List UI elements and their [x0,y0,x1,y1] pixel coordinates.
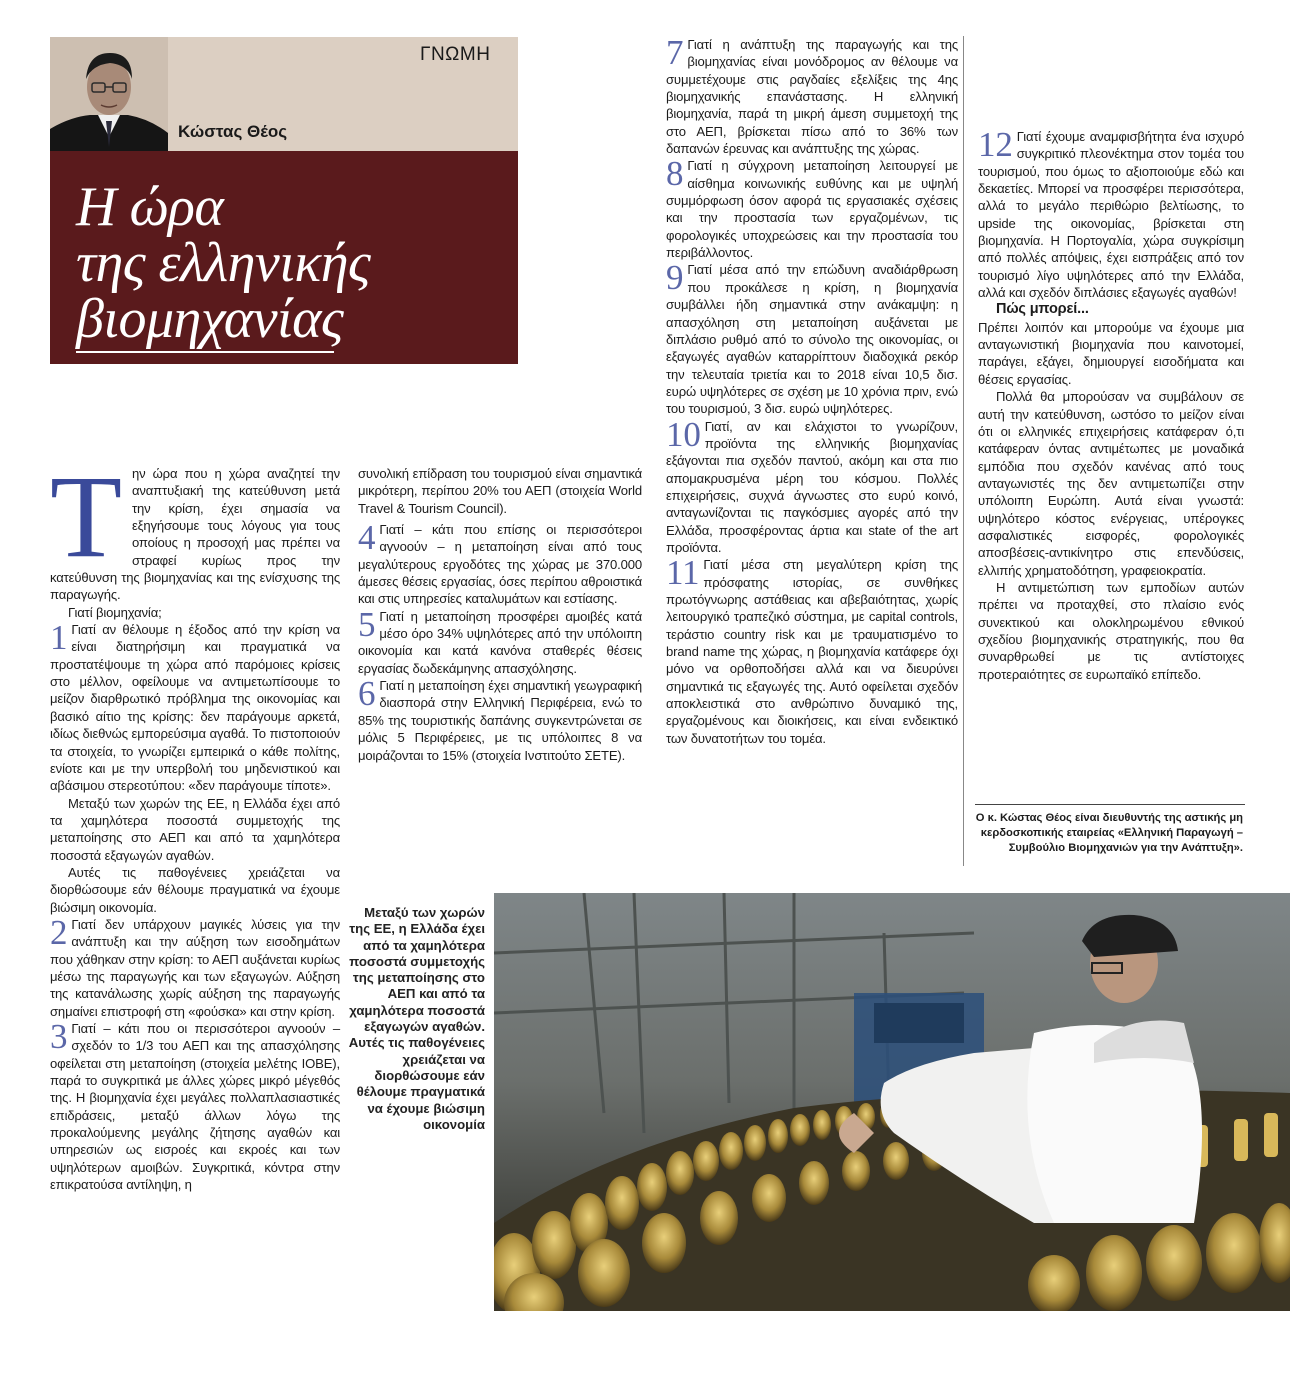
point-9: 9 Γιατί μέσα από την επώδυνη αναδιάρθρωση που προκάλεσε η κρίση, η βιομηχανία συμβάλλει ήδη σημαντικά στην ανάκαμψη: η απασχόληση στη μεταποίηση αυξάνεται με διπλάσιο ρυθμό από το σύνολο της οικονομίας, οι εξαγωγές αγαθών καταρρίπτουν διαδοχικά ρεκόρ την τελευταία τριετία και το 2018 είναι 10,5 δισ. ευρώ υψηλότερες σε σχέση με 10 χρόνια πριν, ενώ του τουρισμού, 3 δισ. ευρώ υψηλότερες. [666,258,958,417]
point-number-2: 2 [50,912,68,952]
point-number-5: 5 [358,604,376,644]
headline-line-3: βιομηχανίας [76,288,344,350]
bio-divider [975,804,1245,805]
author-bio: Ο κ. Κώστας Θέος είναι διευθυντής της αστικής μη κερδοσκοπικής εταιρείας «Ελληνική Παραγωγή – Συμβούλιο Βιομηχανιών για την Ανάπτυξη». [975,812,1243,854]
point-11: 11 Γιατί μέσα στη μεγαλύτερη κρίση της πρόσφατης ιστορίας, σε συνθήκες πρωτόγνωρης αστάθειας και αβεβαιότητας, χωρίς λειτουργικό τραπεζικό σύστημα, με capital controls, τεράστιο country risk και με τραυματισμένο το brand name της χώρας, η βιομηχανία κατάφερε όχι μόνο να ορθοποδήσει αλλά και να διευρύνει σημαντικά τις εξαγωγές της. Αυτό οφείλεται σχεδόν αποκλειστικά στο ανθρώπινο δυναμικό της, εργαζομένους και διοικήσεις, και είναι ενδεικτικό των δυνατοτήτων του τομέα. [666,553,958,746]
headline-box [50,151,518,364]
section-label: ΓΝΩΜΗ [420,44,491,65]
point-number-8: 8 [666,154,684,194]
point-number-9: 9 [666,258,684,298]
drop-cap: Τ [50,451,122,582]
point-number-11: 11 [666,553,700,593]
factory-photo-art [494,893,1290,1311]
paragraph-1c: Αυτές τις παθογένειες χρειάζεται να διορθώσουμε εάν θέλουμε πραγματικά να έχουμε βιώσιμη οικονομία. [50,864,340,915]
point-number-3: 3 [50,1017,68,1056]
point-6: 6 Γιατί η μεταποίηση έχει σημαντική γεωγραφική διασπορά στην Ελληνική Περιφέρεια, ενώ το 85% της τουριστικής δαπάνης συγκεντρώνεται σε μόλις 5 Περιφέρειες, με τις υπόλοιπες 8 να μοιράζονται το 15% (στοιχεία Ινστιτούτο ΣΕΤΕ). [358,674,642,763]
column-2 [358,465,642,764]
column-1 [50,451,340,1193]
point-number-12: 12 [978,125,1013,164]
point-number-4: 4 [358,518,376,558]
point-3-continued: συνολική επίδραση του τουρισμού είναι σημαντικά μικρότερη, περίπου 20% του ΑΕΠ (στοιχεία World Travel & Tourism Council). [358,466,642,516]
intro-paragraph: ην ώρα που η χώρα αναζητεί την αναπτυξιακή της κατεύθυνση μετά την κρίση, έχει σημασία να εξηγήσουμε τους λόγους για τους οποίους η προσοχή μας πρέπει να στραφεί κυρίως προς την κατεύθυνση της βιομηχανίας και της ενίσχυσης της παραγωγής. [50,466,340,603]
column-4 [978,125,1244,683]
column-divider [963,36,964,866]
point-number-7: 7 [666,33,684,72]
subhead: Πώς μπορεί... [996,301,1089,318]
point-5: 5 Γιατί η μεταποίηση προσφέρει αμοιβές κατά μέσο όρο 34% υψηλότερες από την υπόλοιπη οικονομία και κατά κανόνα σταθερές θέσεις εργασίας δωδεκάμηνης απασχόλησης. [358,604,642,676]
closing-paragraph-2: Πολλά θα μπορούσαν να συμβάλουν σε αυτή την κατεύθυνση, ωστόσο το μείζον είναι ότι οι ελληνικές επιχειρήσεις κατάφεραν ό,τι κατάφεραν όντας αντιμέτωπες με μοναδικά εμπόδια που σχεδόν κανένας από τους ανταγωνιστές της δεν αντιμετωπίζει στην υπόλοιπη Ευρώπη. Αυτά είναι γνωστά: υψηλότερο κόστος ενέργειας, υπέρογκες ασφαλιστικές εισφορές, φορολογικές αποσβέσεις-αντικίνητρο στις επενδύσεις, ελλιπής χρηματοδότηση, γραφειοκρατία. [978,389,1244,578]
point-8: 8 Γιατί η σύγχρονη μεταποίηση λειτουργεί με αίσθημα κοινωνικής ευθύνης και με υψηλή συμμόρφωση όσον αφορά τις εργασιακές σχέσεις και την προστασία των εργαζομένων, τις φορολογικές υποχρεώσεις και την προστασία του περιβάλλοντος. [666,154,958,261]
author-portrait [50,37,168,151]
point-7: 7 Γιατί η ανάπτυξη της παραγωγής και της βιομηχανίας είναι μονόδρομος αν θέλουμε να συμμετέχουμε στις ραγδαίες εξελίξεις της 4ης βιομηχανικής επανάστασης. Η ελληνική βιομηχανία, παρά τη μικρή άμεση συμμετοχή της στο ΑΕΠ, βρίσκεται πίσω από το 36% των δαπανών έρευνας και ανάπτυξης της χώρας. [666,33,958,157]
headline-line-1: Η ώρα [76,176,224,238]
point-3: 3 Γιατί – κάτι που οι περισσότεροι αγνοούν – σχεδόν το 1/3 του ΑΕΠ και της απασχόλησης οφείλεται στη μεταποίηση (στοιχεία μελέτης ΙΟΒΕ), παρά το συγκριτικά με άλλες χώρες μικρό μέγεθός της. Η βιομηχανία έχει μεγάλες πολλαπλασιαστικές επιδράσεις, μεταξύ άλλων λόγω της προκαλούμενης μεγάλης ζήτησης αγαθών και υπηρεσιών ως εισροές και εκροές και των υψηλότερων αμοιβών. Συγκριτικά, κόντρα στην επικρατούσα αντίληψη, η [50,1017,340,1193]
why-line: Γιατί βιομηχανία; [68,604,162,620]
factory-photo [494,893,1290,1311]
headline-line-2: της ελληνικής [76,232,371,294]
column-3 [666,33,958,747]
point-number-10: 10 [666,414,701,454]
headline [76,176,371,353]
point-number-1: 1 [50,618,68,658]
point-1: 1 Γιατί αν θέλουμε η έξοδος από την κρίση να είναι διατηρήσιμη και πραγματικά να προστατέψουμε τη χώρα από παρόμοιες κρίσεις στο μέλλον, οφείλουμε να αντιμετωπίσουμε το μείζον διαρθρωτικό πρόβλημα της οικονομίας και βασικό αίτιο της κρίσης: δεν παράγουμε αρκετά, ιδίως διεθνώς εμπορεύσιμα αγαθά. Το πιστοποιούν τα στοιχεία, το γνωρίζει εμπειρικά ο κάθε πολίτης, ενίοτε και με την υπερβολή του μηδενιστικού και αβάσιμου στερεοτύπου: «δεν παράγουμε τίποτε». [50,618,340,794]
point-number-6: 6 [358,674,376,714]
headline-underline [76,351,334,353]
point-2: 2 Γιατί δεν υπάρχουν μαγικές λύσεις για την ανάπτυξη και την αύξηση των εισοδημάτων που χάθηκαν στην κρίση: το ΑΕΠ αυξάνεται κυρίως μέσω της παραγωγής και των εξαγωγών. Αύξηση της κατανάλωσης χωρίς αύξηση της παραγωγής σημαίνει επιστροφή στη «φούσκα» και στην κρίση. [50,912,340,1019]
point-4: 4 Γιατί – κάτι που επίσης οι περισσότεροι αγνοούν – η μεταποίηση είναι από τους μεγαλύτερους εργοδότες της χώρας με 370.000 άμεσες θέσεις εργασίας, όσες περίπου αθροιστικά και στις υπηρεσίες καταλυμάτων και εστίασης. [358,518,642,607]
paragraph-1b: Μεταξύ των χωρών της ΕΕ, η Ελλάδα έχει από τα χαμηλότερα ποσοστά συμμετοχής της μεταποίησης στο ΑΕΠ και από τα χαμηλότερα ποσοστά εξαγωγών αγαθών. [50,795,340,863]
photo-caption: Μεταξύ των χωρών της ΕΕ, η Ελλάδα έχει από τα χαμηλότερα ποσοστά συμμετοχής της μεταποίησης στο ΑΕΠ και από τα χαμηλότερα ποσοστά εξαγωγών αγαθών. Αυτές τις παθογένειες χρειάζεται να διορθώσουμε εάν θέλουμε πραγματικά να έχουμε βιώσιμη οικονομία [348,905,485,1132]
closing-paragraph-3: Η αντιμετώπιση των εμποδίων αυτών πρέπει να προταχθεί, στο πλαίσιο ενός συνεκτικού και ολοκληρωμένου εθνικού σχεδίου βιομηχανικής στρατηγικής, που θα συναρθρωθεί με τις αντίστοιχες προτεραιότητες σε ευρωπαϊκό επίπεδο. [978,579,1244,682]
point-10: 10 Γιατί, αν και ελάχιστοι το γνωρίζουν, προϊόντα της ελληνικής βιομηχανίας εξάγονται πια σχεδόν παντού, ακόμη και στα πιο απομακρυσμένα μέρη του κόσμου. Πολλές επιχειρήσεις, συχνά άγνωστες στο ευρύ κοινό, ανταγωνίζονται τις παγκόσμιες αγορές από την Ελλάδα, προσφέροντας άρτια και state of the art προϊόντα. [666,414,958,555]
closing-paragraph-1: Πρέπει λοιπόν και μπορούμε να έχουμε μια ανταγωνιστική βιομηχανία που καινοτομεί, παράγει, εξάγει, δημιουργεί εισοδήματα και θέσεις εργασίας. [978,319,1244,387]
point-12: 12 Γιατί έχουμε αναμφισβήτητα ένα ισχυρό συγκριτικό πλεονέκτημα στον τομέα του τουρισμού, που όμως το αξιοποιούμε εδώ και δεκαετίες. Μπορεί να προσφέρει περισσότερα, αλλά το μεγάλο περιθώριο βελτίωσης, το upside της οικονομίας, βρίσκεται στη βιομηχανία. Η Πορτογαλία, χώρα συγκρίσιμη από πολλές απόψεις, έχει εισπράξεις από τον τουρισμό λίγο υψηλότερες από την Ελλάδα, αλλά και σχεδόν διπλάσιες εξαγωγές αγαθών! [978,125,1244,301]
author-name: Κώστας Θέος [178,122,288,141]
